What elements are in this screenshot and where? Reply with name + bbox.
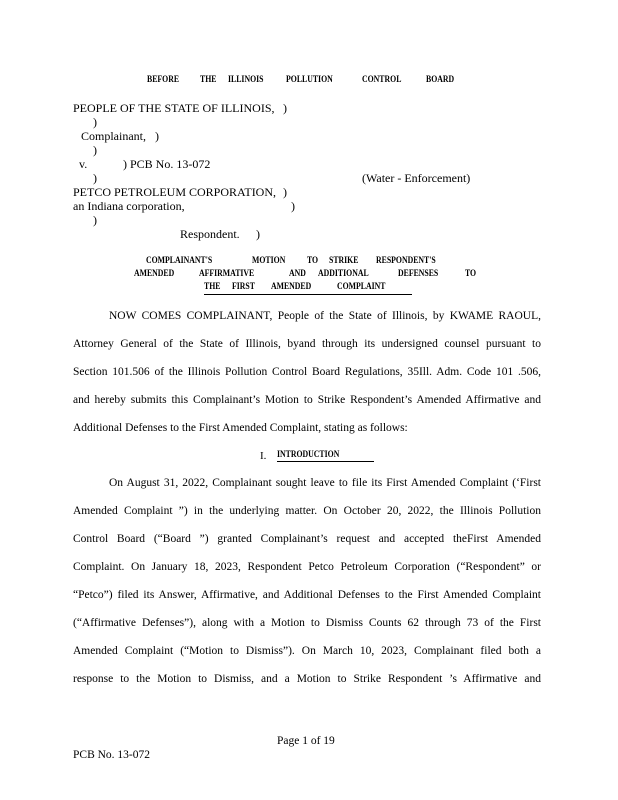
paragraph-line: Section 101.506 of the Illinois Pollution Control Board Regulations, 35Ill. Adm. Code 101 .506, xyxy=(73,366,541,378)
intro-paragraph xyxy=(73,302,541,442)
caption-paren: ) xyxy=(155,129,159,143)
title-word: TO xyxy=(465,269,477,279)
paragraph-line: NOW COMES COMPLAINANT, People of the State of Illinois, by KWAME RAOUL, xyxy=(109,310,541,322)
section-number: I. xyxy=(260,450,267,462)
defendant-name: PETCO PETROLEUM CORPORATION, xyxy=(73,185,277,199)
title-word: MOTION xyxy=(252,256,286,266)
paragraph-line: Control Board (“Board ”) granted Complainant’s request and accepted theFirst Amended xyxy=(73,533,541,545)
title-word: COMPLAINT xyxy=(337,282,386,292)
paragraph-line: Attorney General of the State of Illinois, byand through its undersigned counsel pursuant to xyxy=(73,338,541,350)
complainant-label: Complainant, xyxy=(81,129,146,143)
title-word: DEFENSES xyxy=(398,269,439,279)
title-word: TO xyxy=(307,256,319,266)
header-word: THE xyxy=(200,75,217,85)
title-word: AMENDED xyxy=(134,269,175,279)
enforcement-type: (Water - Enforcement) xyxy=(362,171,471,185)
paragraph-line: and hereby submits this Complainant’s Motion to Strike Respondent’s Amended Affirmative and xyxy=(73,394,541,406)
caption-paren: ) xyxy=(283,185,287,199)
footer-case-number: PCB No. 13-072 xyxy=(73,749,150,761)
title-word: AFFIRMATIVE xyxy=(199,269,255,279)
title-word: COMPLAINANT'S xyxy=(146,256,213,266)
title-word: RESPONDENT'S xyxy=(376,256,436,266)
paragraph-line: On August 31, 2022, Complainant sought leave to file its First Amended Complaint (‘First xyxy=(109,477,541,489)
respondent-label: Respondent. xyxy=(180,227,240,241)
title-word: AMENDED xyxy=(271,282,312,292)
header-word: POLLUTION xyxy=(286,75,333,85)
title-word: AND xyxy=(289,269,306,279)
paragraph-line: Additional Defenses to the First Amended Complaint, stating as follows: xyxy=(73,422,408,434)
caption-paren: ) xyxy=(283,101,287,115)
header-word: CONTROL xyxy=(362,75,402,85)
paragraph-line: (“Affirmative Defenses”), along with a Motion to Dismiss Counts 62 through 73 of the First xyxy=(73,617,541,629)
plaintiff-name: PEOPLE OF THE STATE OF ILLINOIS, xyxy=(73,101,275,115)
paragraph-line: Complaint. On January 18, 2023, Respondent Petco Petroleum Corporation (“Respondent” or xyxy=(73,561,541,573)
paragraph-line: Amended Complaint (“Motion to Dismiss”). On March 10, 2023, Complainant filed both a xyxy=(73,645,541,657)
caption-paren: ) xyxy=(93,143,97,157)
header-word: BEFORE xyxy=(147,75,180,85)
versus-label: v. xyxy=(79,157,88,171)
paragraph-line: Amended Complaint ”) in the underlying matter. On October 20, 2022, the Illinois Pollution xyxy=(73,505,541,517)
body-paragraph xyxy=(73,469,541,693)
header-word: ILLINOIS xyxy=(228,75,264,85)
caption-paren: ) xyxy=(93,171,97,185)
caption-paren: ) xyxy=(291,199,295,213)
pcb-number: ) PCB No. 13-072 xyxy=(123,157,211,171)
caption-paren: ) xyxy=(93,213,97,227)
paragraph-line: “Petco”) filed its Answer, Affirmative, and Additional Defenses to the First Amended Complaint xyxy=(73,589,541,601)
title-word: FIRST xyxy=(232,282,255,292)
section-title: INTRODUCTION xyxy=(277,450,340,460)
header-word: BOARD xyxy=(426,75,455,85)
title-word: ADDITIONAL xyxy=(318,269,369,279)
caption-paren: ) xyxy=(93,115,97,129)
paragraph-line: response to the Motion to Dismiss, and a Motion to Strike Respondent ’s Affirmative and xyxy=(73,673,541,685)
defendant-description: an Indiana corporation, xyxy=(73,199,185,213)
title-word: STRIKE xyxy=(329,256,359,266)
title-word: THE xyxy=(204,282,221,292)
caption-paren: ) xyxy=(256,227,260,241)
page-number: Page 1 of 19 xyxy=(277,735,335,747)
